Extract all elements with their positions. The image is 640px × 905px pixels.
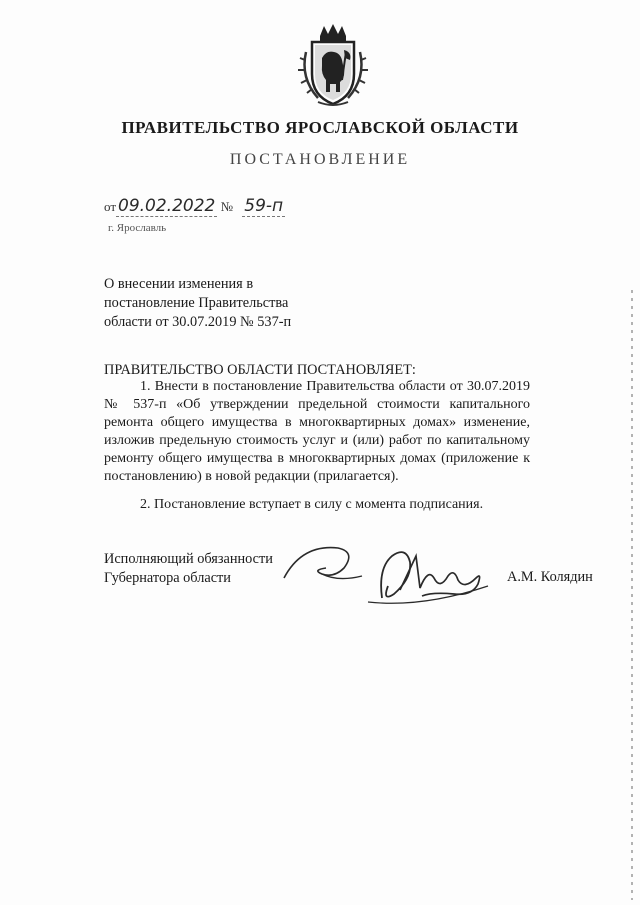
subject-line: О внесении изменения в (104, 276, 254, 292)
decree-item: 1. Внести в постановление Правительства области от 30.07.2019 № 537-п «Об утверждении предельной стоимости капитального ремонта общего имущества в многоквартирных домах» изменение, изложив предельную стоимость услуг и (или) работ по капитальному ремонту общего имущества в многоквартирных домах (приложение к постановлению) в новой редакции (прилагается). (104, 379, 530, 484)
scan-edge-marks (630, 290, 634, 900)
handwritten-signature-icon (282, 538, 497, 608)
document-type-title: ПОСТАНОВЛЕНИЕ (229, 151, 411, 168)
document-number: 59-п (244, 196, 284, 216)
signatory-name: А.М. Колядин (507, 569, 593, 585)
signatory-position-line: Губернатора области (104, 570, 231, 586)
government-title: ПРАВИТЕЛЬСТВО ЯРОСЛАВСКОЙ ОБЛАСТИ (121, 118, 519, 137)
number-prefix: № (220, 199, 234, 214)
decree-body (104, 378, 530, 514)
subject-line: постановление Правительства (104, 295, 289, 311)
decree-item: 2. Постановление вступает в силу с момента подписания. (140, 497, 484, 512)
yaroslavl-coat-of-arms-icon (290, 22, 376, 108)
document-subject (104, 275, 344, 332)
date-prefix: от (104, 199, 117, 214)
signatory-position-line: Исполняющий обязанности (104, 551, 273, 567)
signatory-position (104, 550, 273, 588)
registration-line (104, 196, 285, 216)
decree-heading: ПРАВИТЕЛЬСТВО ОБЛАСТИ ПОСТАНОВЛЯЕТ: (104, 362, 416, 378)
document-date: 09.02.2022 (118, 196, 216, 216)
subject-line: области от 30.07.2019 № 537-п (104, 314, 292, 330)
city-label: г. Ярославль (108, 222, 167, 234)
